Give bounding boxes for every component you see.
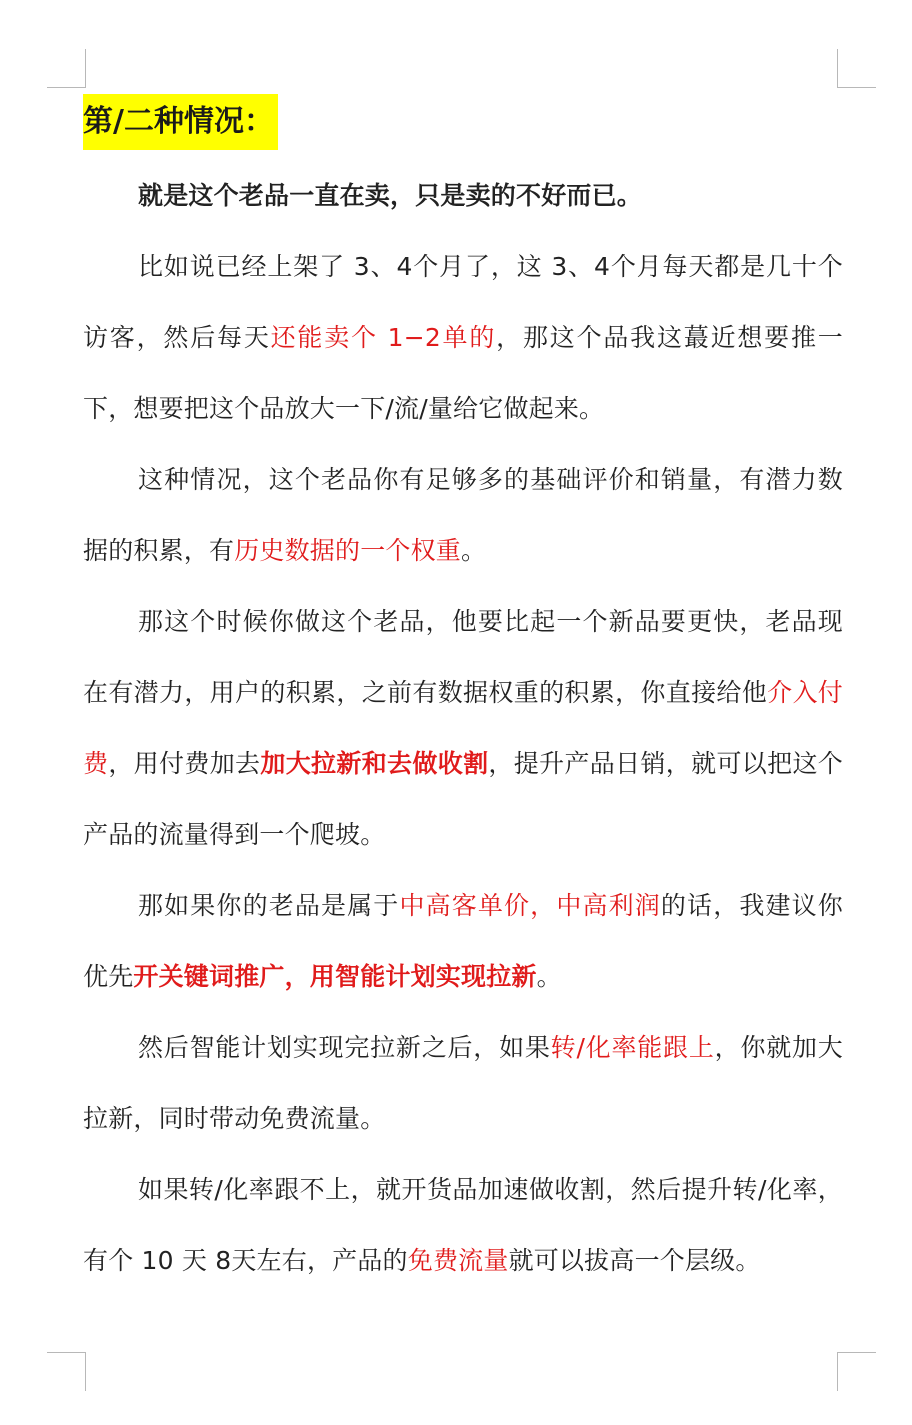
paragraph-3-text: 这种情况，这个老品你有足够多的基础评价和销量，有潜力数据的积累，有 xyxy=(83,465,843,565)
paragraph-3 xyxy=(83,444,843,586)
crop-mark-top-left xyxy=(47,49,86,88)
paragraph-4-bold-highlight: 加大拉新和去做收割 xyxy=(260,749,489,778)
paragraph-5 xyxy=(83,870,843,1012)
paragraph-6-highlight: 转/化率能跟上 xyxy=(550,1033,715,1062)
paragraph-7 xyxy=(83,1154,843,1296)
paragraph-7-highlight: 免费流量 xyxy=(407,1246,509,1275)
document-body xyxy=(83,94,843,1296)
paragraph-7-text: 就可以拔高一个层级。 xyxy=(508,1246,761,1275)
paragraph-5-bold-highlight: 开关键词推广，用智能计划实现拉新 xyxy=(133,962,537,991)
section-heading: 第/二种情况： xyxy=(83,94,278,150)
paragraph-2 xyxy=(83,231,843,444)
paragraph-5-text: 的话，我建议你优先 xyxy=(83,891,843,991)
paragraph-2-text: 比如说已经上架了 3、4个月了，这 3、4个月每天都是几十个访客，然后每天 xyxy=(83,252,843,352)
paragraph-6 xyxy=(83,1012,843,1154)
paragraph-1 xyxy=(83,160,843,231)
paragraph-3-highlight: 历史数据的一个权重 xyxy=(234,536,462,565)
crop-mark-bottom-left xyxy=(47,1352,86,1391)
paragraph-1-bold-text: 就是这个老品一直在卖，只是卖的不好而已。 xyxy=(138,181,643,210)
crop-mark-top-right xyxy=(837,49,876,88)
paragraph-4 xyxy=(83,586,843,870)
paragraph-4-text: ，提升产品日销，就可以把这个产品的流量得到一个爬坡。 xyxy=(83,749,844,849)
paragraph-7-text: 如果转/化率跟不上，就开货品加速做收割，然后提升转/化率，有个 10 天 8天左右，产品的 xyxy=(83,1175,843,1275)
paragraph-5-highlight: 中高客单价，中高利润 xyxy=(399,891,661,920)
paragraph-4-text: ，用付费加去 xyxy=(108,749,261,778)
paragraph-2-text: ，那这个品我这蕞近想要推一下，想要把这个品放大一下/流/量给它做起来。 xyxy=(83,323,843,423)
paragraph-5-text: 。 xyxy=(536,962,562,991)
paragraph-4-text: 那这个时候你做这个老品，他要比起一个新品要更快，老品现在有潜力，用户的积累，之前有数据权重的积累，你直接给他 xyxy=(83,607,843,707)
paragraph-2-highlight: 还能卖个 1−2单的 xyxy=(270,323,497,352)
paragraph-5-text: 那如果你的老品是属于 xyxy=(138,891,400,920)
paragraph-3-text: 。 xyxy=(461,536,487,565)
paragraph-4-highlight: 介入付费 xyxy=(83,678,844,778)
crop-mark-bottom-right xyxy=(837,1352,876,1391)
paragraph-6-text: 然后智能计划实现完拉新之后，如果 xyxy=(138,1033,551,1062)
paragraph-6-text: ，你就加大拉新，同时带动免费流量。 xyxy=(83,1033,843,1133)
